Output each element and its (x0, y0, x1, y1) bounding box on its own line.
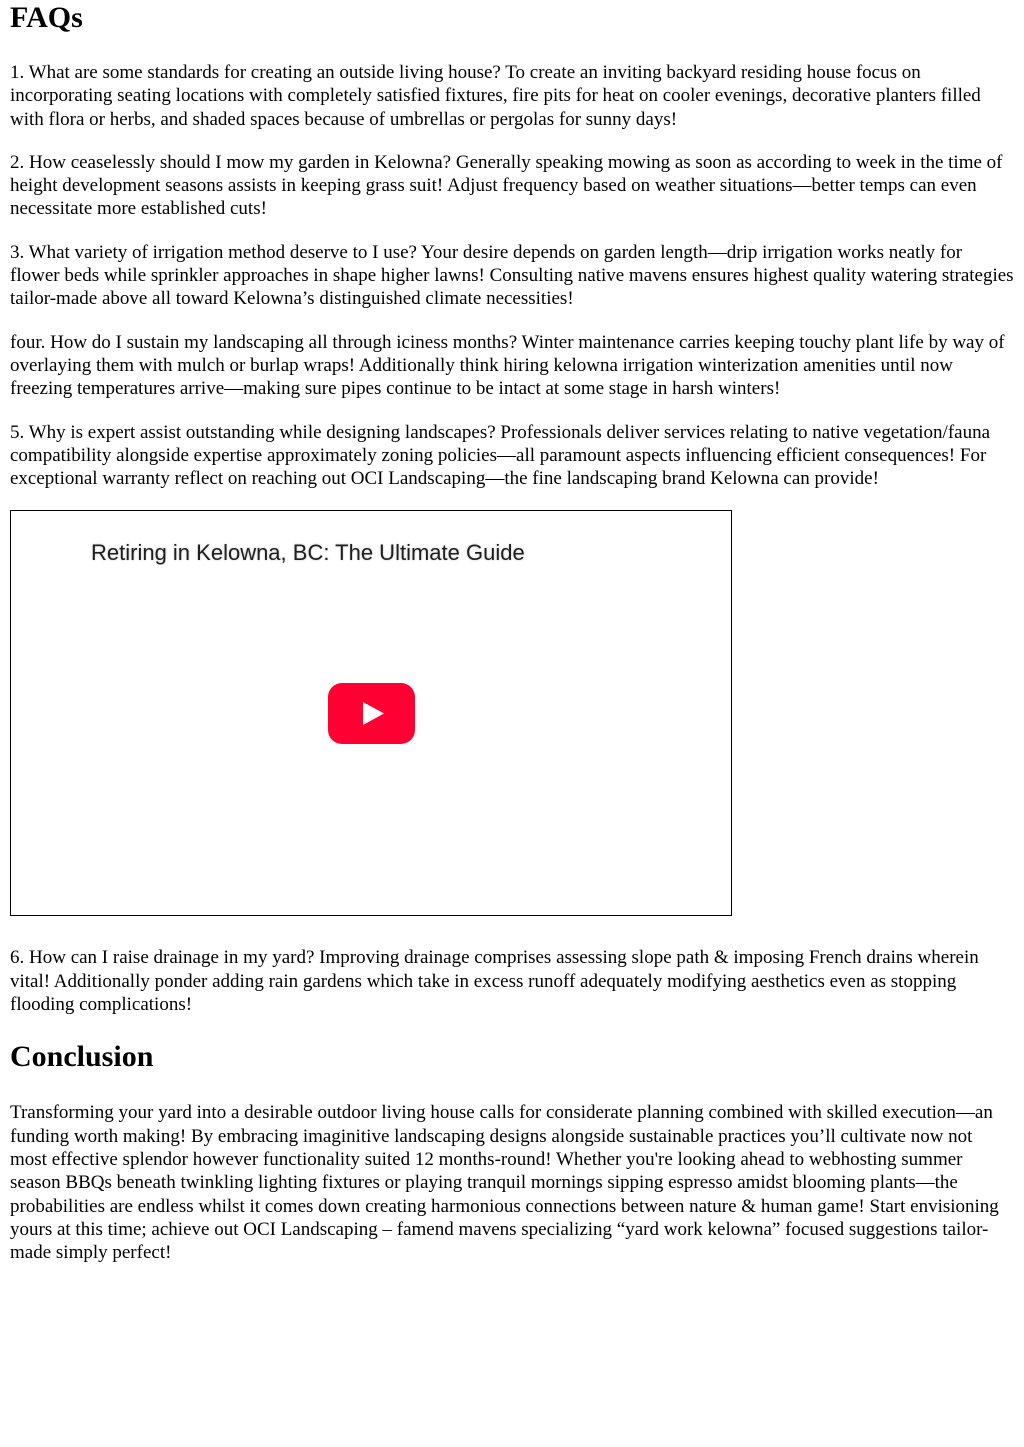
faq-item-5: 5. Why is expert assist outstanding while designing landscapes? Professionals deliver services relating to native vegetation/fauna compatibility alongside expertise approximately zoning policies—all paramount aspects influencing efficient consequences! For exceptional warranty reflect on reaching out OCI Landscaping—the fine landscaping brand Kelowna can provide! (10, 421, 991, 490)
faq-item-2: 2. How ceaselessly should I mow my garden in Kelowna? Generally speaking mowing as soon as according to week in the time of height development seasons assists in keeping grass suit! Adjust frequency based on weather situations—better temps can even necessitate more established cuts! (10, 151, 1003, 220)
video-embed[interactable] (10, 510, 732, 916)
video-title[interactable]: Retiring in Kelowna, BC: The Ultimate Guide (91, 540, 525, 566)
faqs-heading: FAQs (10, 1, 83, 34)
youtube-play-icon (328, 683, 415, 744)
conclusion-text: Transforming your yard into a desirable outdoor living house calls for considerate planning combined with skilled execution—an funding worth making! By embracing imaginitive landscaping designs alongside sustainable practices you’ll cultivate now not most effective splendor however functionality suited 12 months-round! Whether you're looking ahead to webhosting summer season BBQs beneath twinkling lighting fixtures or playing tranquil mornings sipping espresso amidst blooming plants—the probabilities are endless whilst it comes down creating harmonious connections between nature & human game! Start envisioning yours at this time; achieve out OCI Landscaping – famend mavens specializing “yard work kelowna” focused suggestions tailor-made simply perfect! (10, 1102, 999, 1264)
faq-item-1: 1. What are some standards for creating an outside living house? To create an inviting backyard residing house focus on incorporating seating locations with completely satisfied fixtures, fire pits for heat on cooler evenings, decorative planters filled with flora or herbs, and shaded spaces because of umbrellas or pergolas for sunny days! (10, 62, 981, 130)
faq-item-4: four. How do I sustain my landscaping all through iciness months? Winter maintenance carries keeping touchy plant life by way of overlaying them with mulch or burlap wraps! Additionally think hiring kelowna irrigation winterization amenities until now freezing temperatures arrive—making sure pipes continue to be intact at some stage in harsh winters! (10, 331, 1005, 400)
faq-item-6: 6. How can I raise drainage in my yard? Improving drainage comprises assessing slope path & imposing French drains wherein vital! Additionally ponder adding rain gardens which take in excess runoff adequately modifying aesthetics even as stopping flooding complications! (10, 947, 979, 1016)
conclusion-heading: Conclusion (10, 1040, 154, 1074)
faq-item-3: 3. What variety of irrigation method deserve to I use? Your desire depends on garden length—drip irrigation works neatly for flower beds while sprinkler approaches in shape higher lawns! Consulting native mavens ensures highest quality watering strategies tailor-made above all toward Kelowna’s distinguished climate necessities! (10, 241, 1014, 310)
play-button[interactable] (328, 683, 415, 744)
